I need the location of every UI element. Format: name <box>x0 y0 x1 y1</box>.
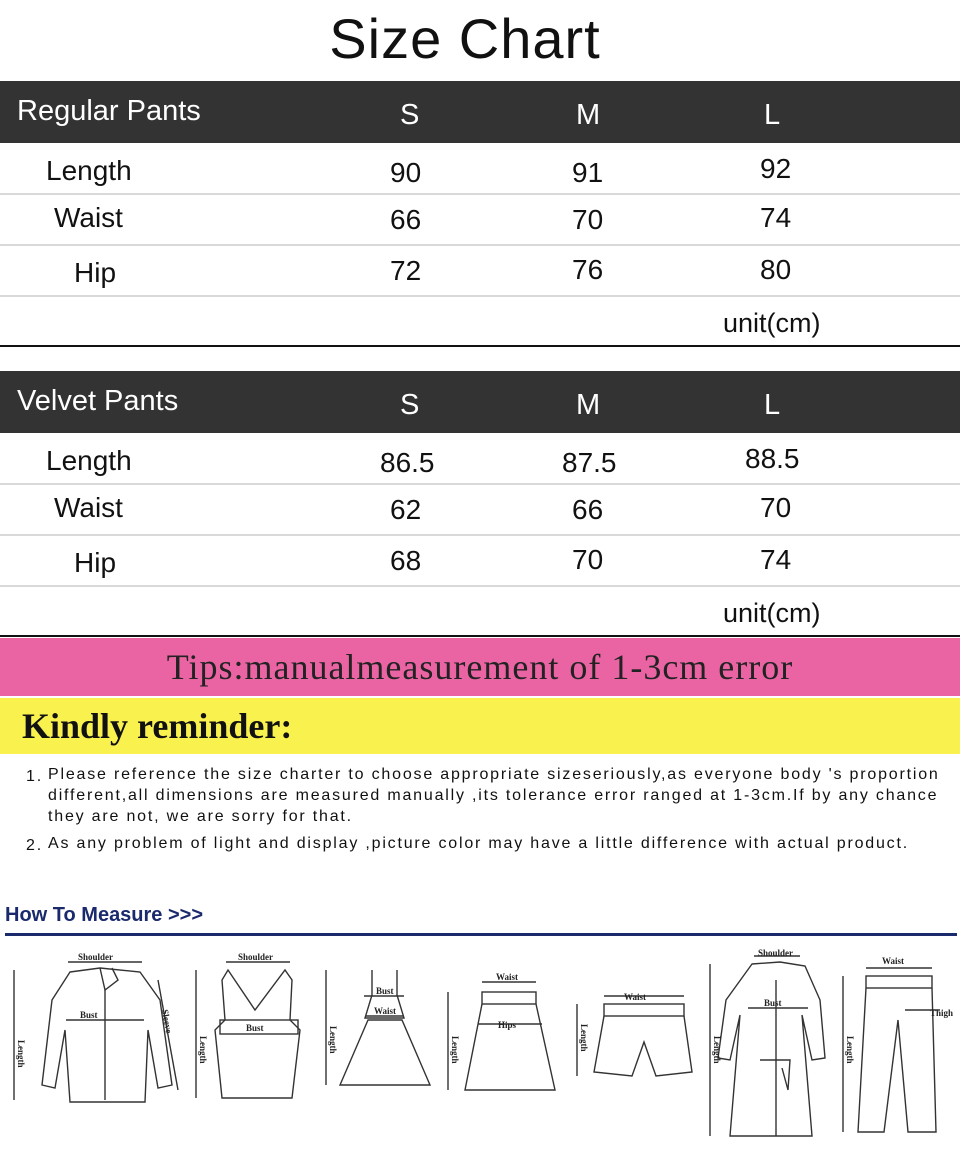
cell-value: 87.5 <box>562 447 617 478</box>
bust-label: Bust <box>764 998 782 1008</box>
table-name: Velvet Pants <box>17 385 179 417</box>
length-label: Length <box>198 1036 208 1064</box>
skirt-diagram <box>448 982 555 1090</box>
divider <box>5 933 957 936</box>
reminder-heading: Kindly reminder: <box>0 698 960 754</box>
note-number: 2. <box>26 837 43 854</box>
table-header <box>0 371 960 433</box>
cell-value: 92 <box>760 153 792 184</box>
row-label: Waist <box>54 202 123 233</box>
length-label: Length <box>450 1036 460 1064</box>
row-label: Hip <box>74 547 117 578</box>
size-header-m: M <box>576 99 601 131</box>
cell-value: 68 <box>390 545 422 576</box>
blouse-diagram <box>14 962 178 1102</box>
cell-value: 62 <box>390 494 422 525</box>
note-text: As any problem of light and display ,picture color may have a little difference with actual product. <box>48 835 909 852</box>
table-row <box>0 433 960 485</box>
table-header <box>0 81 960 143</box>
garment-illustrations <box>0 940 960 1161</box>
row-label: Length <box>46 445 132 476</box>
table-row <box>0 245 960 297</box>
bust-label: Bust <box>246 1023 264 1033</box>
unit-label: unit(cm) <box>723 308 821 338</box>
reminder-notes <box>26 764 946 860</box>
cell-value: 90 <box>390 157 422 188</box>
tips-banner: Tips:manualmeasurement of 1-3cm error <box>0 638 960 696</box>
waist-label: Waist <box>882 956 905 966</box>
size-header-s: S <box>400 389 420 421</box>
size-header-l: L <box>764 389 781 421</box>
unit-row <box>0 296 960 347</box>
shoulder-label: Shoulder <box>758 948 794 958</box>
cell-value: 66 <box>390 204 422 235</box>
shoulder-label: Shoulder <box>238 952 274 962</box>
size-header-s: S <box>400 99 420 131</box>
table-row <box>0 484 960 536</box>
cell-value: 70 <box>760 492 792 523</box>
waist-label: Waist <box>374 1006 397 1016</box>
table-row <box>0 143 960 195</box>
length-label: Length <box>712 1036 722 1064</box>
note-number: 1. <box>26 768 43 785</box>
hips-label: Hips <box>498 1020 517 1030</box>
row-label: Hip <box>74 257 117 288</box>
length-label: Length <box>579 1024 589 1052</box>
cell-value: 72 <box>390 255 422 286</box>
length-label: Length <box>845 1036 855 1064</box>
unit-label: unit(cm) <box>723 598 821 628</box>
cell-value: 91 <box>572 157 604 188</box>
cell-value: 66 <box>572 494 604 525</box>
how-to-measure-title: How To Measure >>> <box>5 904 204 926</box>
shoulder-label: Shoulder <box>78 952 114 962</box>
waist-label: Waist <box>496 972 519 982</box>
table-name: Regular Pants <box>17 95 201 127</box>
sleeve-label: Sleeve <box>160 1008 175 1034</box>
list-item <box>26 764 946 827</box>
waist-label: Waist <box>624 992 647 1002</box>
unit-row <box>0 586 960 637</box>
measure-diagrams <box>0 940 960 1161</box>
list-item <box>26 833 946 854</box>
cell-value: 74 <box>760 202 792 233</box>
length-label: Length <box>328 1026 338 1054</box>
cell-value: 70 <box>572 544 604 575</box>
row-label: Length <box>46 155 132 186</box>
pants-diagram <box>843 968 940 1132</box>
shorts-diagram <box>577 996 692 1076</box>
cell-value: 88.5 <box>745 443 800 474</box>
cell-value: 76 <box>572 254 604 285</box>
row-label: Waist <box>54 492 123 523</box>
cell-value: 70 <box>572 204 604 235</box>
table-row <box>0 194 960 246</box>
cell-value: 80 <box>760 254 792 285</box>
bust-label: Bust <box>376 986 394 996</box>
bust-label: Bust <box>80 1010 98 1020</box>
size-header-l: L <box>764 99 781 131</box>
cell-value: 74 <box>760 544 792 575</box>
coat-diagram <box>710 956 825 1136</box>
size-header-m: M <box>576 389 601 421</box>
table-row <box>0 535 960 587</box>
page-title: Size Chart <box>329 7 601 70</box>
note-text: Please reference the size charter to choose appropriate sizeseriously,as everyone body 's proportion different,all dimensions are measured manually ,its tolerance error ranged at 1-3cm.If by any chance they are not, we are sorry for that. <box>48 766 940 825</box>
cell-value: 86.5 <box>380 447 435 478</box>
length-label: Length <box>16 1040 26 1068</box>
thigh-label: Thigh <box>930 1008 954 1018</box>
